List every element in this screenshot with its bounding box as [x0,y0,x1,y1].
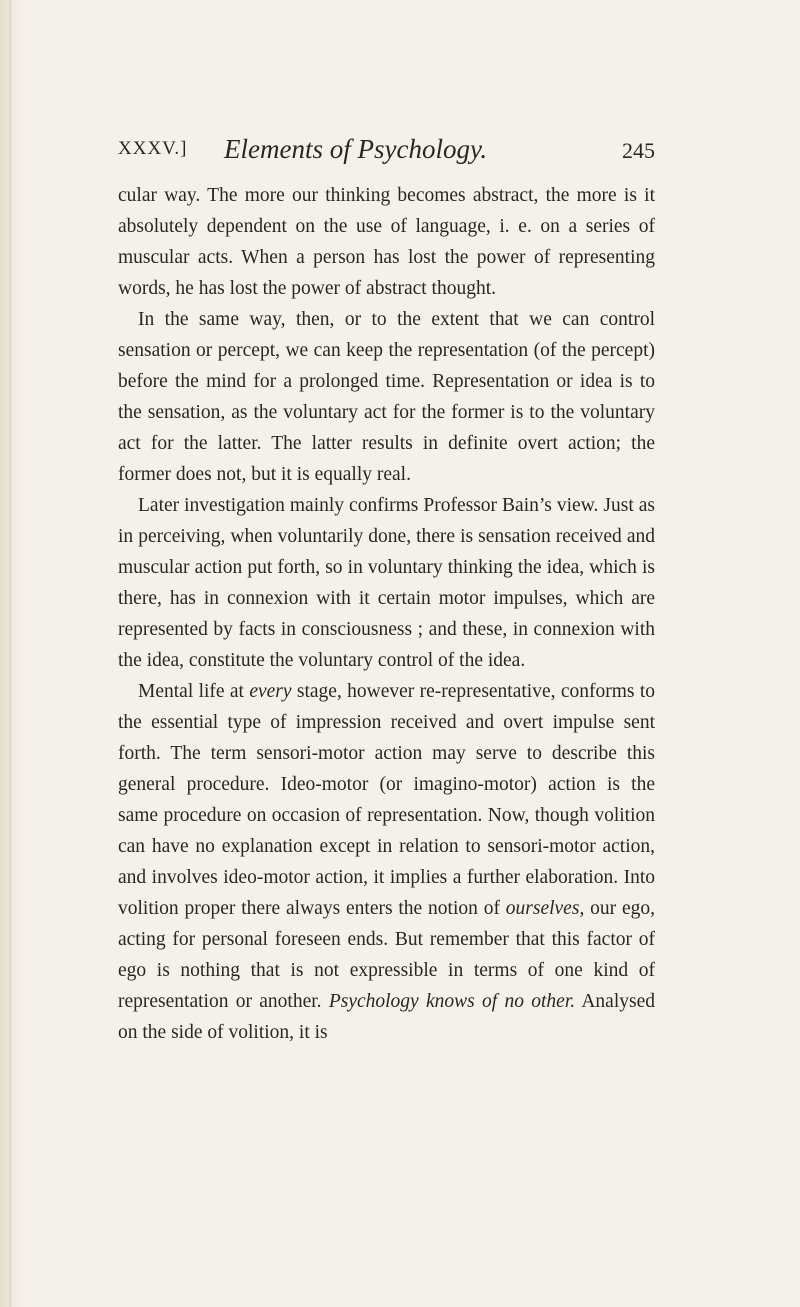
emphasis-ourselves: ourselves [505,898,580,919]
body-text [118,180,655,1048]
page-number: 245 [622,138,655,163]
binding-shadow [9,0,11,1307]
running-header [118,134,655,174]
page-gutter [0,0,22,1307]
paragraph-4-part-3: , our ego, acting for personal foreseen ends. But remember that this factor of ego is nothing that is not expressible in terms of one kind of representation or another. [118,898,655,1012]
emphasis-every: every [249,681,292,702]
paragraph-1: cular way. The more our thinking becomes abstract, the more is it absolutely dependent on the use of language, i. e. on a series of muscular acts. When a person has lost the power of representing words, he has lost the power of abstract thought. [118,185,655,299]
emphasis-psychology-knows: Psychology knows of no other. [328,991,576,1012]
paragraph-4-part-4: Analysed on the side of volition, it is [118,991,655,1043]
paragraph-4 [118,676,655,1048]
paragraph-4-part-2: stage, however re-representative, conforms to the essential type of impression received and overt impulse sent forth. The term sensori-motor action may serve to describe this general procedure. Ideo-motor (or imagino-motor) action is the same procedure on occasion of representation. Now, though volition can have no explanation except in relation to sensori-motor action, and involves ideo-motor action, it implies a further elaboration. Into volition proper there always enters the notion of [118,681,655,919]
running-title: Elements of Psychology. [224,134,488,164]
paragraph-4-part-1: Mental life at [138,681,250,702]
chapter-marker: XXXV.] [118,138,188,159]
paragraph-2: In the same way, then, or to the extent that we can control sensation or percept, we can keep the representation (of the percept) before the mind for a prolonged time. Representation or idea is to the sensation, as the voluntary act for the former is to the voluntary act for the latter. The latter results in definite overt action; the former does not, but it is equally real. [118,309,655,485]
paragraph-3: Later investigation mainly confirms Professor Bain’s view. Just as in perceiving, when voluntarily done, there is sensation received and muscular action put forth, so in voluntary thinking the idea, which is there, has in connexion with it certain motor impulses, which are represented by facts in consciousness ; and these, in connexion with the idea, constitute the voluntary control of the idea. [118,495,655,671]
